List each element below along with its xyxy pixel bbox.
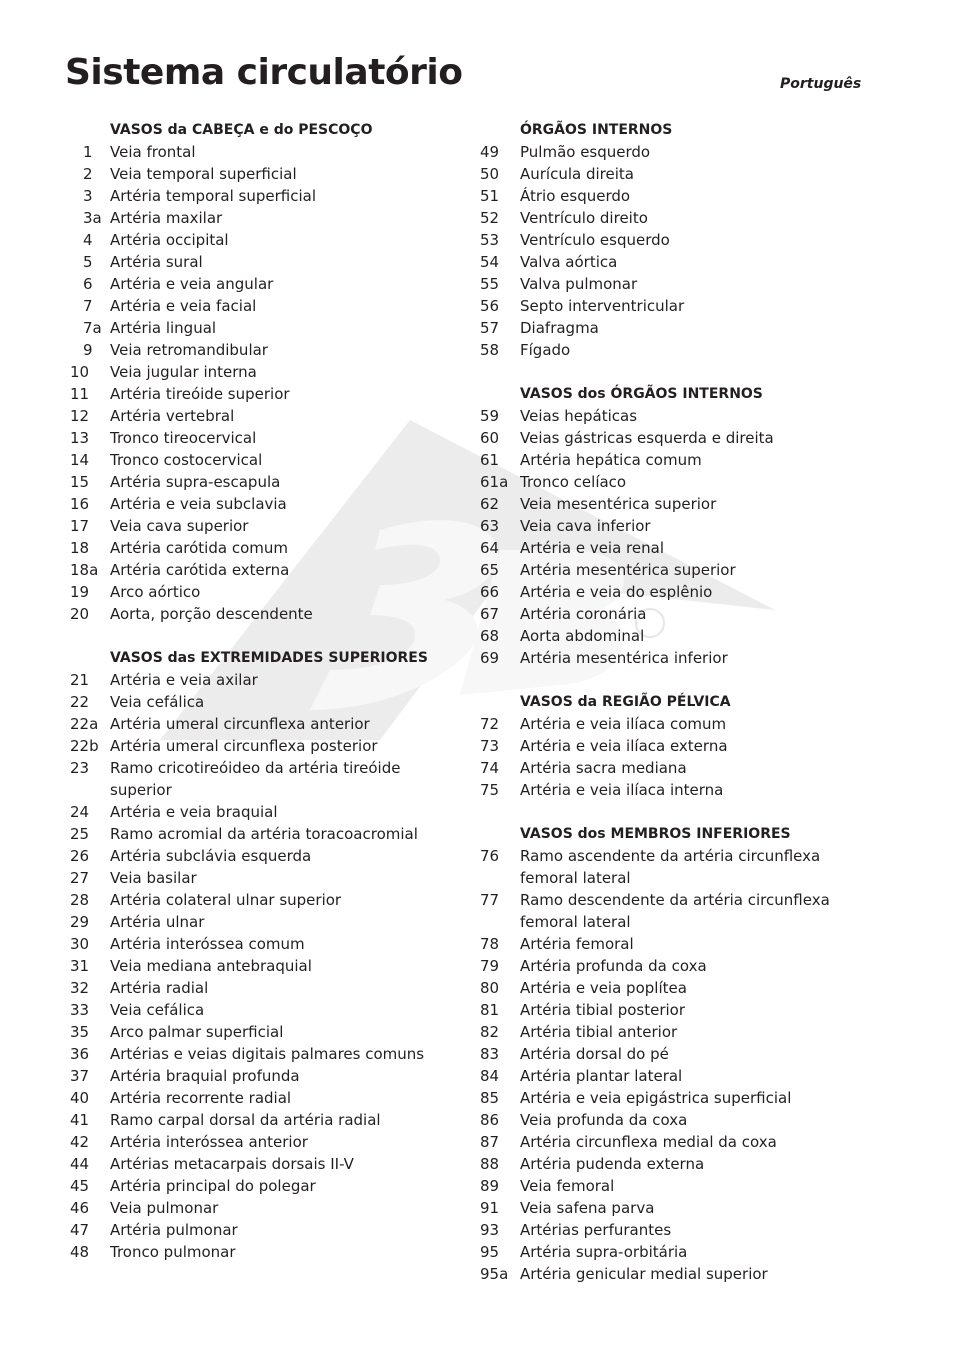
list-item (480, 955, 880, 977)
item-number: 10 (70, 363, 90, 381)
list-item (480, 471, 880, 493)
list-item (70, 251, 460, 273)
item-label: Veia basilar (110, 869, 197, 887)
item-number: 2 (83, 165, 93, 183)
list-item (480, 999, 880, 1021)
list-item (480, 1153, 880, 1175)
list-item (480, 845, 880, 889)
list-item (70, 317, 460, 339)
item-number: 32 (70, 979, 90, 997)
item-label: Veia cefálica (110, 1001, 205, 1019)
item-number: 22a (70, 715, 99, 733)
list-item (480, 1241, 880, 1263)
list-item (480, 559, 880, 581)
section (480, 119, 880, 361)
item-number: 58 (480, 341, 500, 359)
item-number: 6 (83, 275, 93, 293)
item-label: Fígado (520, 341, 571, 359)
item-label: Artérias metacarpais dorsais II-V (110, 1155, 354, 1173)
list-item (480, 625, 880, 647)
item-label: Artéria braquial profunda (110, 1067, 300, 1085)
item-label: Artéria recorrente radial (110, 1089, 292, 1107)
item-number: 54 (480, 253, 500, 271)
item-number: 3 (83, 187, 93, 205)
item-label: Artéria e veia axilar (110, 671, 258, 689)
list-item (480, 1065, 880, 1087)
section-heading: VASOS dos MEMBROS INFERIORES (520, 826, 791, 842)
item-label: Artéria lingual (110, 319, 217, 337)
item-number: 12 (70, 407, 90, 425)
list-item (70, 1175, 460, 1197)
item-number: 28 (70, 891, 90, 909)
item-label: Artéria temporal superficial (110, 187, 317, 205)
item-number: 22 (70, 693, 90, 711)
section-heading: VASOS dos ÓRGÃOS INTERNOS (520, 386, 763, 402)
item-label: Artéria e veia subclavia (110, 495, 287, 513)
item-number: 51 (480, 187, 500, 205)
item-label: Artéria pudenda externa (520, 1155, 705, 1173)
item-number: 91 (480, 1199, 500, 1217)
item-number: 81 (480, 1001, 500, 1019)
list-item (480, 295, 880, 317)
item-number: 83 (480, 1045, 500, 1063)
item-number: 85 (480, 1089, 500, 1107)
item-number: 31 (70, 957, 90, 975)
item-label: Artéria umeral circunflexa posterior (110, 737, 378, 755)
list-item (480, 713, 880, 735)
list-item (70, 933, 460, 955)
item-number: 57 (480, 319, 500, 337)
list-item (70, 1219, 460, 1241)
list-item (480, 537, 880, 559)
item-label: Artéria carótida comum (110, 539, 288, 557)
item-label: Artéria e veia do esplênio (520, 583, 713, 601)
item-number: 9 (83, 341, 93, 359)
item-label: Aorta abdominal (520, 627, 645, 645)
list-item (70, 977, 460, 999)
item-number: 84 (480, 1067, 500, 1085)
list-item (480, 339, 880, 361)
item-number: 88 (480, 1155, 500, 1173)
list-item (70, 361, 460, 383)
list-item (480, 273, 880, 295)
item-label: Artéria mesentérica superior (520, 561, 736, 579)
item-number: 1 (83, 143, 93, 161)
item-label: Veia safena parva (520, 1199, 655, 1217)
section (480, 383, 880, 669)
item-number: 50 (480, 165, 500, 183)
list-item (70, 1131, 460, 1153)
list-item (70, 911, 460, 933)
list-item (480, 207, 880, 229)
item-number: 63 (480, 517, 500, 535)
list-item (70, 823, 460, 845)
list-item (480, 603, 880, 625)
item-label: Valva aórtica (520, 253, 618, 271)
list-item (70, 515, 460, 537)
item-label: Artéria tibial posterior (520, 1001, 685, 1019)
item-label: Artéria genicular medial superior (520, 1265, 768, 1283)
item-label: Artéria pulmonar (110, 1221, 238, 1239)
item-label: Artéria occipital (110, 231, 229, 249)
item-label: Veia cava superior (110, 517, 249, 535)
list-item (70, 669, 460, 691)
list-item (480, 163, 880, 185)
item-number: 72 (480, 715, 500, 733)
item-number: 35 (70, 1023, 90, 1041)
list-item (480, 779, 880, 801)
right-column (480, 119, 880, 1307)
item-label: Artéria interóssea anterior (110, 1133, 308, 1151)
item-label: Artéria carótida externa (110, 561, 290, 579)
item-number: 62 (480, 495, 500, 513)
item-label: Artéria plantar lateral (520, 1067, 683, 1085)
list-item (480, 251, 880, 273)
item-number: 87 (480, 1133, 500, 1151)
item-label: Ramo acromial da artéria toracoacromial (110, 825, 418, 843)
item-number: 24 (70, 803, 90, 821)
item-label: Átrio esquerdo (520, 187, 631, 205)
item-label: Ramo ascendente da artéria circunflexa femoral lateral (520, 847, 821, 887)
item-label: Ramo descendente da artéria circunflexa femoral lateral (520, 891, 830, 931)
list-item (480, 647, 880, 669)
item-number: 3a (83, 209, 102, 227)
list-item (480, 1219, 880, 1241)
section (480, 823, 880, 1285)
list-item (480, 1197, 880, 1219)
list-item (480, 1131, 880, 1153)
list-item (480, 405, 880, 427)
item-number: 86 (480, 1111, 500, 1129)
item-number: 13 (70, 429, 90, 447)
item-number: 95a (480, 1265, 509, 1283)
item-label: Artéria principal do polegar (110, 1177, 316, 1195)
list-item (70, 735, 460, 757)
item-label: Veia jugular interna (110, 363, 257, 381)
item-label: Artéria interóssea comum (110, 935, 305, 953)
item-label: Artéria ulnar (110, 913, 205, 931)
item-label: Artéria e veia poplítea (520, 979, 687, 997)
item-label: Septo interventricular (520, 297, 685, 315)
section-heading: VASOS das EXTREMIDADES SUPERIORES (110, 650, 428, 666)
item-number: 80 (480, 979, 500, 997)
item-number: 52 (480, 209, 500, 227)
left-column (70, 119, 460, 1285)
item-number: 45 (70, 1177, 90, 1195)
section-heading: VASOS da REGIÃO PÉLVICA (520, 694, 731, 710)
list-item (70, 1087, 460, 1109)
item-number: 18 (70, 539, 90, 557)
item-label: Ramo carpal dorsal da artéria radial (110, 1111, 381, 1129)
item-number: 17 (70, 517, 90, 535)
list-item (480, 317, 880, 339)
item-number: 93 (480, 1221, 500, 1239)
list-item (480, 1087, 880, 1109)
item-label: Veia mesentérica superior (520, 495, 717, 513)
item-label: Veias gástricas esquerda e direita (520, 429, 774, 447)
list-item (480, 757, 880, 779)
item-label: Aorta, porção descendente (110, 605, 313, 623)
list-item (70, 141, 460, 163)
item-number: 61 (480, 451, 500, 469)
item-number: 68 (480, 627, 500, 645)
list-item (480, 1021, 880, 1043)
list-item (70, 1109, 460, 1131)
item-number: 7 (83, 297, 93, 315)
item-number: 7a (83, 319, 102, 337)
list-item (70, 801, 460, 823)
list-item (480, 977, 880, 999)
item-label: Artéria coronária (520, 605, 647, 623)
item-label: Veia mediana antebraquial (110, 957, 312, 975)
item-number: 53 (480, 231, 500, 249)
item-label: Artéria radial (110, 979, 209, 997)
list-item (70, 1153, 460, 1175)
item-number: 49 (480, 143, 500, 161)
list-item (70, 713, 460, 735)
item-label: Veia temporal superficial (110, 165, 297, 183)
list-item (70, 449, 460, 471)
item-label: Tronco pulmonar (110, 1243, 236, 1261)
list-item (70, 845, 460, 867)
list-item (70, 229, 460, 251)
item-number: 21 (70, 671, 90, 689)
item-label: Artéria e veia angular (110, 275, 274, 293)
list-item (70, 889, 460, 911)
list-item (480, 889, 880, 933)
item-label: Ventrículo esquerdo (520, 231, 670, 249)
item-number: 26 (70, 847, 90, 865)
item-label: Veia cava inferior (520, 517, 651, 535)
item-label: Artéria femoral (520, 935, 634, 953)
item-label: Artéria tireóide superior (110, 385, 290, 403)
list-item (480, 493, 880, 515)
list-item (70, 273, 460, 295)
item-number: 76 (480, 847, 500, 865)
item-label: Ramo cricotireóideo da artéria tireóide superior (110, 759, 401, 799)
list-item (70, 999, 460, 1021)
item-label: Artéria umeral circunflexa anterior (110, 715, 370, 733)
item-number: 30 (70, 935, 90, 953)
list-item (70, 163, 460, 185)
list-item (70, 1197, 460, 1219)
item-label: Artéria profunda da coxa (520, 957, 707, 975)
item-number: 25 (70, 825, 90, 843)
list-item (70, 1043, 460, 1065)
list-item (480, 141, 880, 163)
item-number: 95 (480, 1243, 500, 1261)
page-title: Sistema circulatório (65, 52, 463, 93)
list-item (70, 1021, 460, 1043)
list-item (70, 405, 460, 427)
item-label: Artéria mesentérica inferior (520, 649, 728, 667)
list-item (70, 1241, 460, 1263)
item-number: 41 (70, 1111, 90, 1129)
item-label: Artéria supra-orbitária (520, 1243, 688, 1261)
language-label: Português (780, 76, 862, 92)
item-number: 33 (70, 1001, 90, 1019)
item-label: Pulmão esquerdo (520, 143, 651, 161)
item-label: Artéria e veia facial (110, 297, 257, 315)
item-number: 60 (480, 429, 500, 447)
item-number: 67 (480, 605, 500, 623)
item-label: Veia frontal (110, 143, 196, 161)
item-label: Veia cefálica (110, 693, 205, 711)
item-label: Artéria sural (110, 253, 203, 271)
item-label: Ventrículo direito (520, 209, 648, 227)
list-item (70, 383, 460, 405)
item-label: Artéria colateral ulnar superior (110, 891, 342, 909)
item-label: Artéria maxilar (110, 209, 223, 227)
item-label: Arco palmar superficial (110, 1023, 284, 1041)
item-number: 64 (480, 539, 500, 557)
item-label: Artéria dorsal do pé (520, 1045, 669, 1063)
list-item (70, 207, 460, 229)
item-number: 37 (70, 1067, 90, 1085)
item-label: Artéria tibial anterior (520, 1023, 678, 1041)
item-label: Veia profunda da coxa (520, 1111, 688, 1129)
item-number: 15 (70, 473, 90, 491)
list-item (70, 185, 460, 207)
list-item (480, 1263, 880, 1285)
item-label: Artéria circunflexa medial da coxa (520, 1133, 777, 1151)
item-label: Diafragma (520, 319, 599, 337)
item-number: 14 (70, 451, 90, 469)
section (70, 647, 460, 1263)
item-number: 46 (70, 1199, 90, 1217)
item-label: Veia retromandibular (110, 341, 268, 359)
item-number: 69 (480, 649, 500, 667)
item-number: 11 (70, 385, 90, 403)
item-number: 89 (480, 1177, 500, 1195)
list-item (480, 933, 880, 955)
section-heading: VASOS da CABEÇA e do PESCOÇO (110, 122, 373, 138)
item-label: Artéria e veia ilíaca comum (520, 715, 727, 733)
list-item (70, 471, 460, 493)
list-item (480, 1109, 880, 1131)
item-number: 22b (70, 737, 99, 755)
item-label: Veias hepáticas (520, 407, 638, 425)
list-item (480, 427, 880, 449)
item-number: 78 (480, 935, 500, 953)
item-number: 65 (480, 561, 500, 579)
list-item (480, 229, 880, 251)
list-item (480, 1175, 880, 1197)
item-label: Veia pulmonar (110, 1199, 219, 1217)
item-label: Aurícula direita (520, 165, 634, 183)
item-label: Tronco celíaco (520, 473, 627, 491)
item-label: Artéria e veia braquial (110, 803, 278, 821)
item-number: 66 (480, 583, 500, 601)
item-number: 27 (70, 869, 90, 887)
list-item (480, 185, 880, 207)
item-label: Artéria supra-escapula (110, 473, 281, 491)
list-item (70, 493, 460, 515)
item-label: Artéria e veia ilíaca interna (520, 781, 724, 799)
item-label: Valva pulmonar (520, 275, 638, 293)
section-heading: ÓRGÃOS INTERNOS (520, 122, 673, 138)
list-item (70, 757, 460, 801)
item-number: 36 (70, 1045, 90, 1063)
item-number: 77 (480, 891, 500, 909)
list-item (480, 515, 880, 537)
item-number: 48 (70, 1243, 90, 1261)
item-number: 16 (70, 495, 90, 513)
list-item (480, 1043, 880, 1065)
list-item (480, 581, 880, 603)
item-label: Artéria hepática comum (520, 451, 702, 469)
item-number: 75 (480, 781, 500, 799)
item-number: 40 (70, 1089, 90, 1107)
item-label: Artéria sacra mediana (520, 759, 687, 777)
list-item (480, 449, 880, 471)
item-number: 79 (480, 957, 500, 975)
item-label: Veia femoral (520, 1177, 615, 1195)
item-label: Artéria e veia ilíaca externa (520, 737, 728, 755)
section (70, 119, 460, 625)
item-number: 4 (83, 231, 93, 249)
item-number: 55 (480, 275, 500, 293)
item-number: 20 (70, 605, 90, 623)
item-label: Artérias e veias digitais palmares comuns (110, 1045, 425, 1063)
list-item (70, 691, 460, 713)
list-item (70, 603, 460, 625)
item-label: Artéria e veia epigástrica superficial (520, 1089, 792, 1107)
item-number: 73 (480, 737, 500, 755)
list-item (70, 339, 460, 361)
section (480, 691, 880, 801)
item-label: Tronco costocervical (110, 451, 263, 469)
list-item (480, 735, 880, 757)
item-number: 23 (70, 759, 90, 777)
item-number: 44 (70, 1155, 90, 1173)
item-label: Artéria e veia renal (520, 539, 664, 557)
item-number: 61a (480, 473, 509, 491)
list-item (70, 955, 460, 977)
item-number: 19 (70, 583, 90, 601)
item-number: 82 (480, 1023, 500, 1041)
item-label: Tronco tireocervical (110, 429, 257, 447)
item-number: 47 (70, 1221, 90, 1239)
item-label: Artéria subclávia esquerda (110, 847, 312, 865)
item-number: 18a (70, 561, 99, 579)
item-number: 74 (480, 759, 500, 777)
list-item (70, 427, 460, 449)
list-item (70, 537, 460, 559)
item-number: 29 (70, 913, 90, 931)
item-number: 5 (83, 253, 93, 271)
item-label: Arco aórtico (110, 583, 201, 601)
list-item (70, 295, 460, 317)
list-item (70, 867, 460, 889)
item-number: 42 (70, 1133, 90, 1151)
item-label: Artérias perfurantes (520, 1221, 672, 1239)
list-item (70, 559, 460, 581)
list-item (70, 1065, 460, 1087)
list-item (70, 581, 460, 603)
item-number: 59 (480, 407, 500, 425)
item-number: 56 (480, 297, 500, 315)
item-label: Artéria vertebral (110, 407, 235, 425)
